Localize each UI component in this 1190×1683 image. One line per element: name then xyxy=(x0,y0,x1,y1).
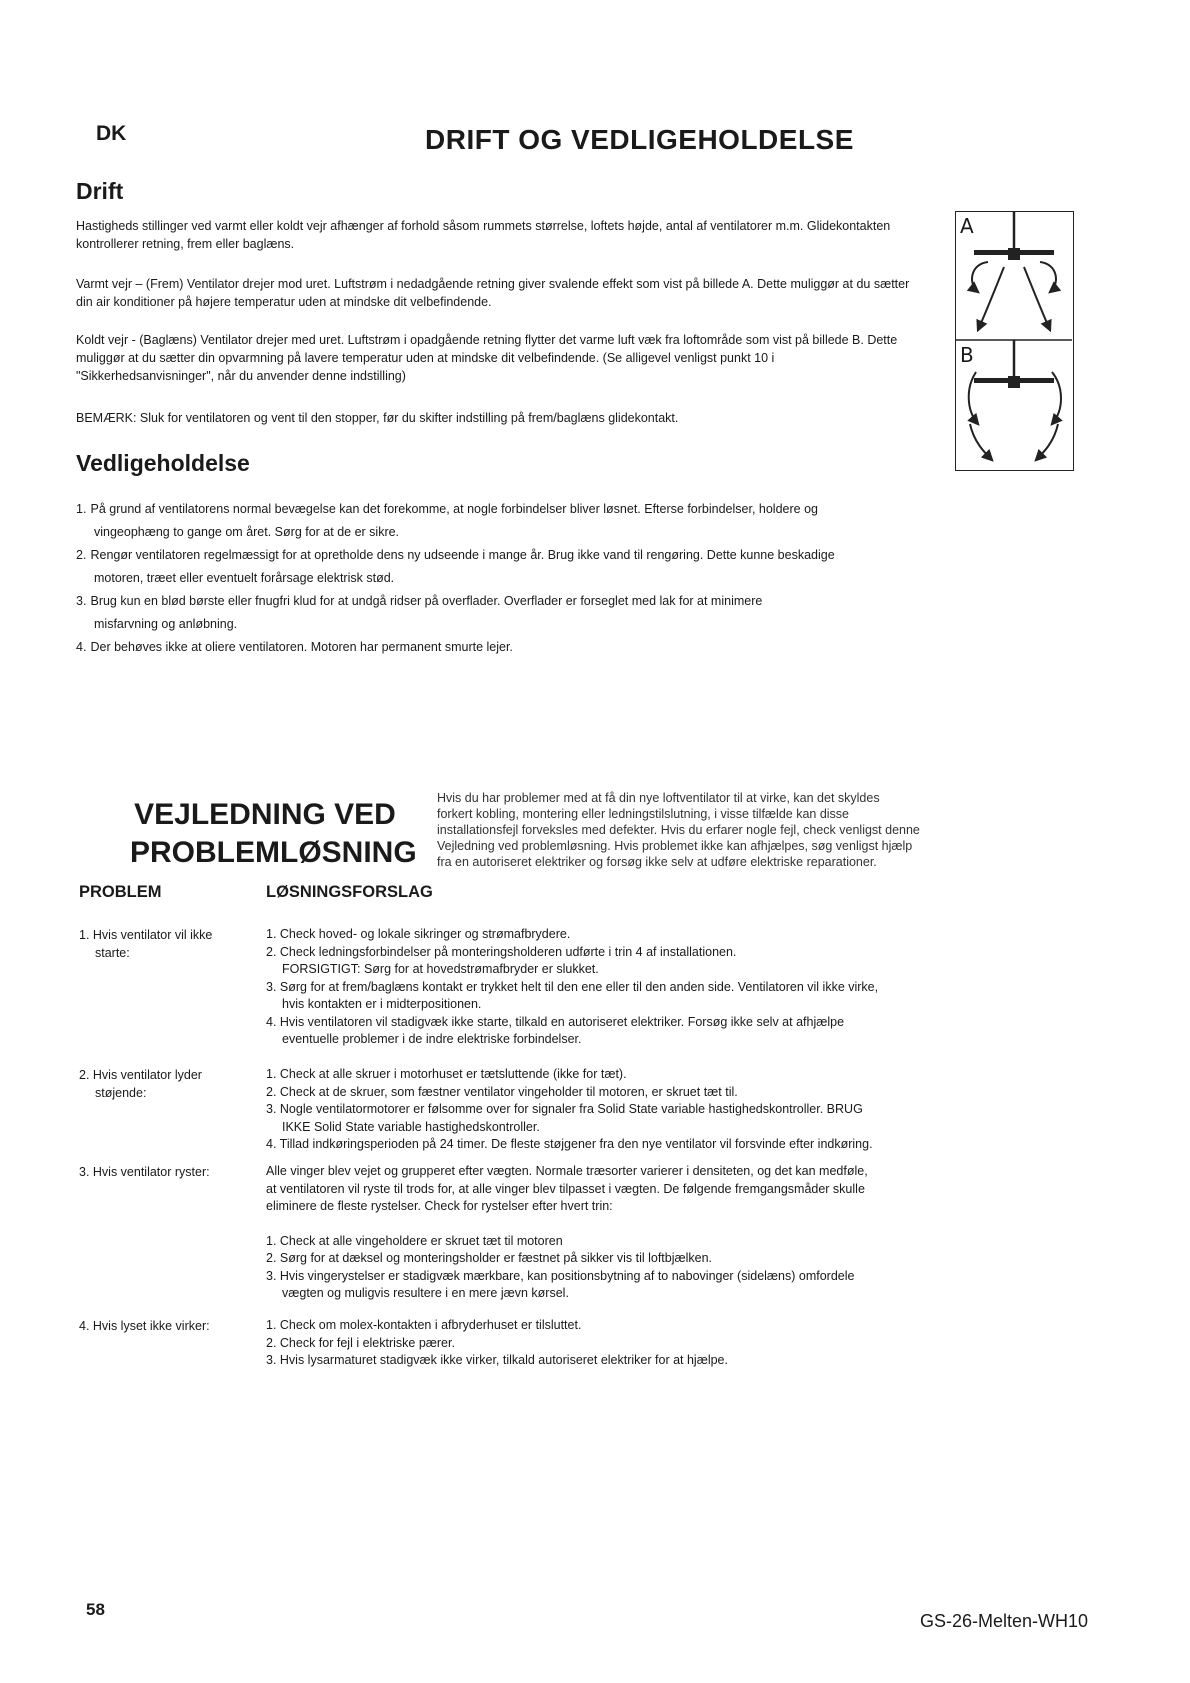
troubleshooting-intro: Hvis du har problemer med at få din nye loftventilator til at virke, kan det skyldes forkert kobling, montering eller ledningstilslutning, i visse tilfælde kan disse installationsfejl forveksles med defekter. Hvis du erfarer nogle fejl, check venligst denne Vejledning ved problemløsning. Hvis problemet ikke kan afhjælpes, søg venligst hjælp fra en autoriseret elektriker og forsøg ikke selv at udføre elektriske reparationer. xyxy=(437,791,920,869)
list-item: 4. Der behøves ikke at oliere ventilatoren. Motoren har permanent smurte lejer. xyxy=(76,640,513,654)
page-title: DRIFT OG VEDLIGEHOLDELSE xyxy=(425,124,854,155)
list-item: 1. På grund af ventilatorens normal bevægelse kan det forekomme, at nogle forbindelser bliver løsnet. Efterse forbindelser, holdere og vingeophæng to gange om året. Sørg for at de er sikre. xyxy=(76,502,818,539)
drift-paragraph-2: Varmt vejr – (Frem) Ventilator drejer mod uret. Luftstrøm i nedadgående retning giver svalende effekt som vist på billede A. Dette muliggør at du sætter din air konditioner på højere temperatur uden at mindske dit velbefindende. xyxy=(76,277,910,309)
solution-3: Alle vinger blev vejet og grupperet efter vægten. Normale træsorter varierer i densiteten, og det kan medføle, at ventilatoren vil ryste til trods for, at alle vinger blev tilpasset i vægten. De følgende fremgangsmåder skulle eliminere de fleste rystelser. Check for rystelser efter hvert trin: 1. Check at alle vingeholdere er skruet tæt til motoren 2. Sørg for at dæksel og monteringsholder er fæstnet på sikker vis til loftbjælken. 3. Hvis vingerystelser er stadigvæk mærkbare, kan positionsbytning af to nabovinger (sidelæns) omfordele vægten og muligvis resultere i en mere jævn kørsel. xyxy=(266,1164,868,1300)
solution-2: 1. Check at alle skruer i motorhuset er tætsluttende (ikke for tæt). 2. Check at de skruer, som fæstner ventilator vingeholder til motoren, er skruet tæt til. 3. Nogle ventilatormotorer er følsomme over for signaler fra Solid State variable hastighedskontroller. BRUG IKKE Solid State variable hastighedskontroller. 4. Tillad indkøringsperioden på 24 timer. De fleste støjgener fra den nye ventilator vil forsvinde efter indkøring. xyxy=(266,1067,873,1151)
solution-4: 1. Check om molex-kontakten i afbryderhuset er tilsluttet. 2. Check for fejl i elektriske pærer. 3. Hvis lysarmaturet stadigvæk ikke virker, tilkald autoriseret elektriker for at hjælpe. xyxy=(266,1318,728,1367)
figure-label-b: B xyxy=(960,343,974,367)
problem-1: 1. Hvis ventilator vil ikke starte: xyxy=(79,928,213,960)
problem-column-header: PROBLEM xyxy=(79,883,162,901)
page-number: 58 xyxy=(86,1600,105,1619)
airflow-figure xyxy=(955,211,1074,471)
figure-label-a: A xyxy=(960,214,974,238)
drift-heading: Drift xyxy=(76,178,124,204)
document-code: GS-26-Melten-WH10 xyxy=(920,1611,1089,1631)
troubleshooting-title: VEJLEDNING VED PROBLEMLØSNING xyxy=(130,798,417,869)
solution-column-header: LØSNINGSFORSLAG xyxy=(266,883,433,901)
problem-2: 2. Hvis ventilator lyder støjende: xyxy=(79,1068,202,1100)
language-code: DK xyxy=(96,122,127,145)
list-item: 3. Brug kun en blød børste eller fnugfri klud for at undgå ridser på overflader. Overflader er forseglet med lak for at minimere misfarvning og anløbning. xyxy=(76,594,763,631)
solution-1: 1. Check hoved- og lokale sikringer og strømafbrydere. 2. Check ledningsforbindelser på monteringsholderen udførte i trin 4 af installationen. FORSIGTIGT: Sørg for at hovedstrømafbryder er slukket. 3. Sørg for at frem/baglæns kontakt er trykket helt til den ene eller til den anden side. Ventilatoren vil ikke virke, hvis kontakten er i midterpositionen. 4. Hvis ventilatoren vil stadigvæk ikke starte, tilkald en autoriseret elektriker. Forsøg ikke selv at afhjælpe eventuelle problemer i de indre elektriske forbindelser. xyxy=(266,927,879,1046)
maintenance-list xyxy=(76,498,896,659)
drift-paragraph-3: Koldt vejr - (Baglæns) Ventilator drejer med uret. Luftstrøm i opadgående retning flytter det varme luft væk fra loftområde som vist på billede B. Dette muliggør at du sætter din opvarmning på lavere temperatur uden at mindske dit velbefindende. (Se alligevel venligst punkt 10 i "Sikkerhedsanvisninger", når du anvender denne indstilling) xyxy=(76,333,898,383)
problem-4: 4. Hvis lyset ikke virker: xyxy=(79,1319,210,1333)
problem-3: 3. Hvis ventilator ryster: xyxy=(79,1165,210,1179)
fan-airflow-diagram xyxy=(956,212,1072,469)
maintenance-heading: Vedligeholdelse xyxy=(76,450,250,476)
list-item: 2. Rengør ventilatoren regelmæssigt for at opretholde dens ny udseende i mange år. Brug ikke vand til rengøring. Dette kunne beskadige motoren, træet eller eventuelt forårsage elektrisk stød. xyxy=(76,548,835,585)
drift-paragraph-1: Hastigheds stillinger ved varmt eller koldt vejr afhænger af forhold såsom rummets størrelse, loftets højde, antal af ventilatorer m.m. Glidekontakten kontrollerer retning, frem eller baglæns. xyxy=(76,219,891,251)
drift-note: BEMÆRK: Sluk for ventilatoren og vent til den stopper, før du skifter indstilling på frem/baglæns glidekontakt. xyxy=(76,411,679,425)
